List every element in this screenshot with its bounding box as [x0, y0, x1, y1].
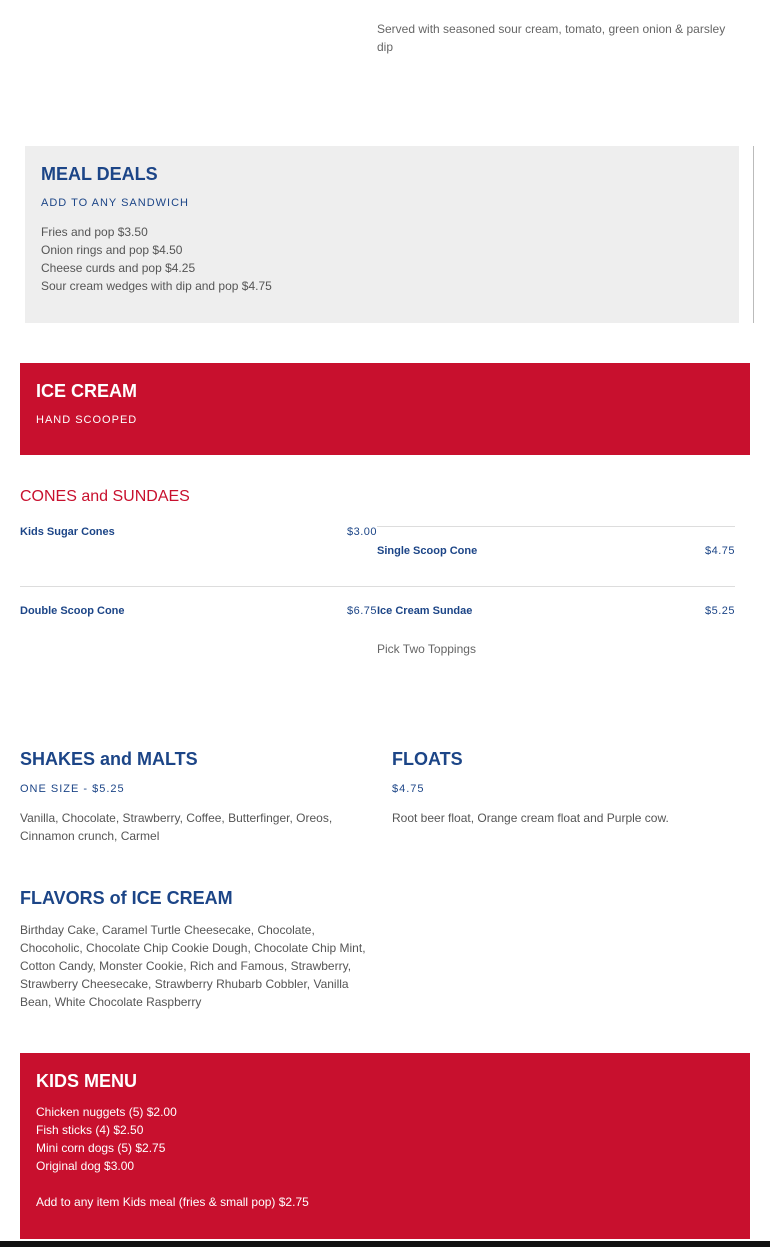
menu-item-name: Ice Cream Sundae	[377, 605, 473, 617]
ice-cream-title: ICE CREAM	[36, 381, 138, 401]
list-item: Chicken nuggets (5) $2.00	[36, 1105, 177, 1119]
floats-title: FLOATS	[392, 749, 463, 769]
floats-description: Root beer float, Orange cream float and Purple cow.	[392, 811, 669, 825]
kids-menu-list	[36, 1103, 309, 1211]
list-item: Onion rings and pop $4.50	[41, 243, 183, 257]
meal-deals-subtitle: ADD TO ANY SANDWICH	[41, 197, 189, 209]
kids-menu-title: KIDS MENU	[36, 1071, 138, 1091]
footer-bar	[0, 1241, 770, 1247]
menu-item-price: $6.75	[346, 605, 377, 617]
divider	[20, 586, 735, 587]
list-item: Mini corn dogs (5) $2.75	[36, 1141, 166, 1155]
meal-deals-title: MEAL DEALS	[41, 164, 158, 184]
list-item: Sour cream wedges with dip and pop $4.75	[41, 279, 272, 293]
item-description: Served with seasoned sour cream, tomato, green onion & parsley dip	[377, 22, 726, 54]
menu-item-name: Single Scoop Cone	[377, 545, 478, 557]
shakes-title: SHAKES and MALTS	[20, 749, 198, 769]
cones-heading: CONES and SUNDAES	[20, 488, 190, 505]
meal-deals-list	[41, 223, 272, 295]
shakes-description: Vanilla, Chocolate, Strawberry, Coffee, Butterfinger, Oreos, Cinnamon crunch, Carmel	[20, 811, 333, 843]
list-item: Original dog $3.00	[36, 1159, 135, 1173]
kids-menu-banner	[20, 1053, 750, 1239]
kids-meal-note: Add to any item Kids meal (fries & small pop) $2.75	[36, 1195, 309, 1209]
flavors-description: Birthday Cake, Caramel Turtle Cheesecake, Chocolate, Chocoholic, Chocolate Chip Cookie Dough, Chocolate Chip Mint, Cotton Candy, Monster Cookie, Rich and Famous, Strawberry, Strawberry Cheesecake, Strawberry Rhubarb Cobbler, Vanilla Bean, White Chocolate Raspberry	[20, 923, 366, 1009]
menu-item-name: Double Scoop Cone	[20, 605, 125, 617]
menu-item-description: Pick Two Toppings	[377, 642, 476, 656]
list-item: Cheese curds and pop $4.25	[41, 261, 196, 275]
menu-item-name: Kids Sugar Cones	[20, 526, 115, 538]
meal-deals-panel	[25, 146, 739, 323]
list-item: Fries and pop $3.50	[41, 225, 148, 239]
ice-cream-subtitle: HAND SCOOPED	[36, 414, 138, 426]
floats-subtitle: $4.75	[392, 783, 425, 795]
divider	[753, 146, 754, 323]
shakes-subtitle: ONE SIZE - $5.25	[20, 783, 125, 795]
flavors-title: FLAVORS of ICE CREAM	[20, 888, 233, 908]
divider	[377, 526, 735, 527]
menu-item-price: $4.75	[704, 545, 735, 557]
ice-cream-banner	[20, 363, 750, 455]
menu-item-price: $5.25	[704, 605, 735, 617]
list-item: Fish sticks (4) $2.50	[36, 1123, 144, 1137]
menu-item-price: $3.00	[346, 526, 377, 538]
